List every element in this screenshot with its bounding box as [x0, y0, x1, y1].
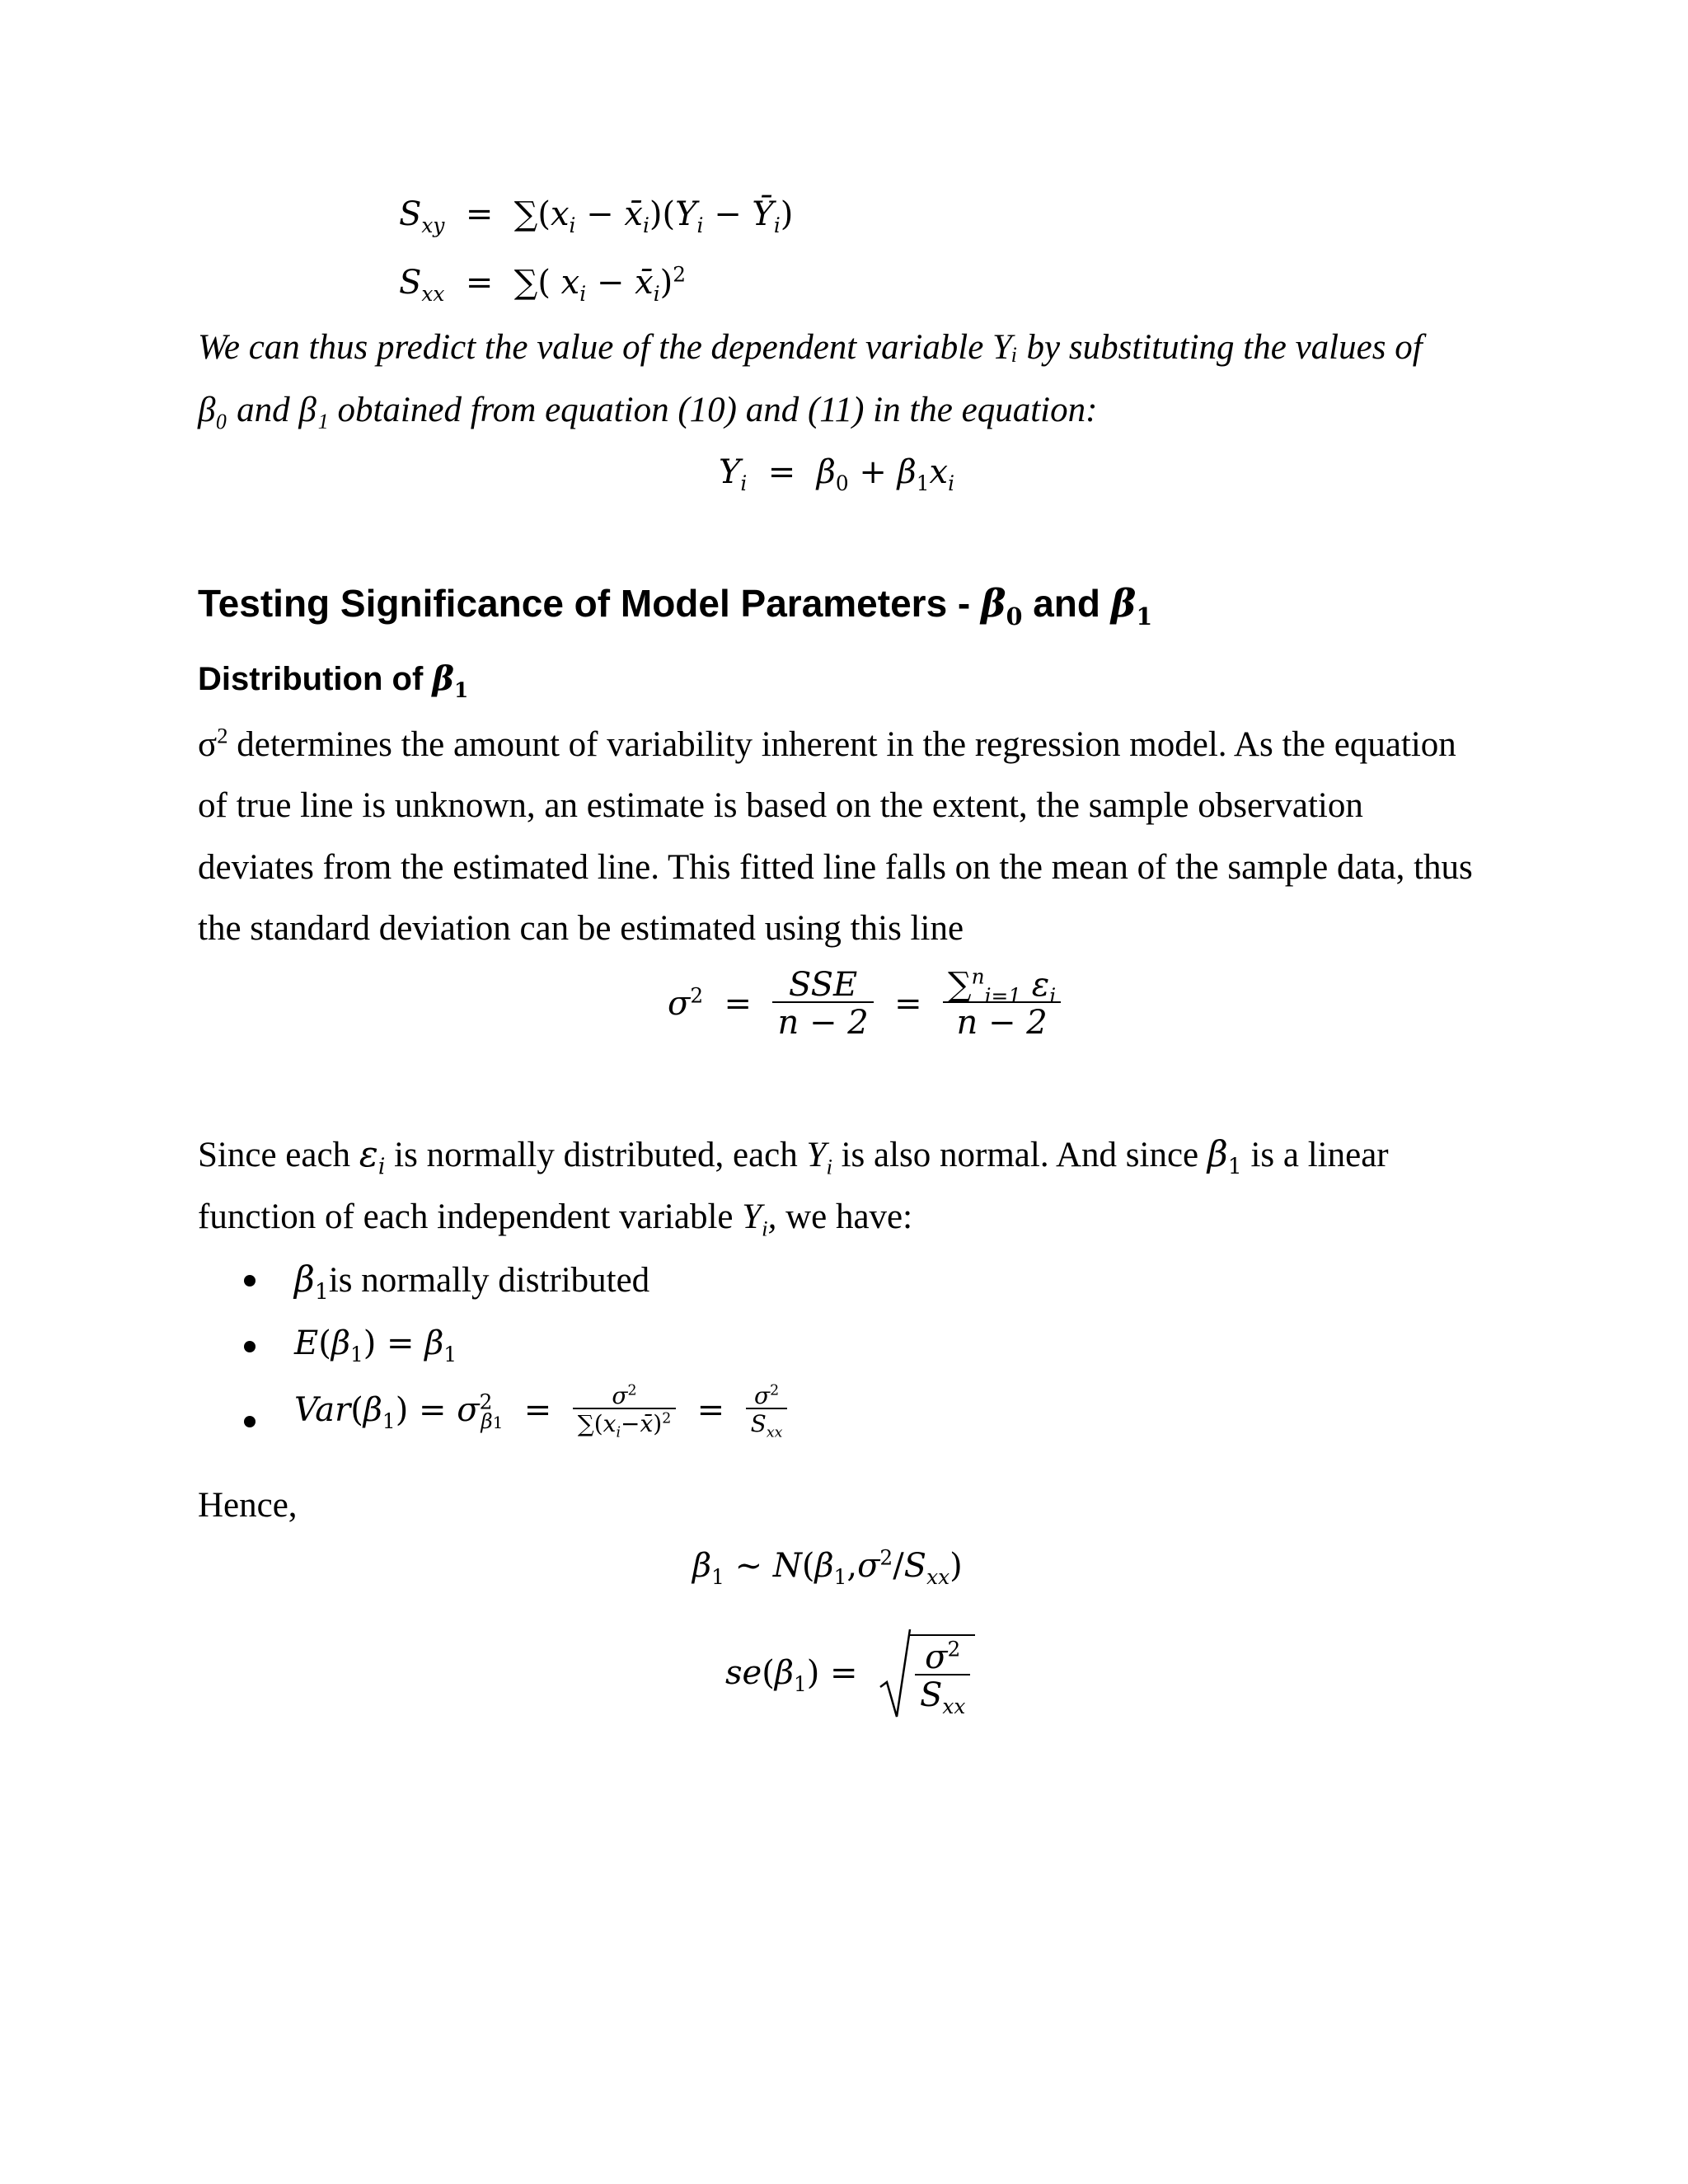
equation-sxy: $S_{xy} = \sum(x_i$ − $x̄_i)(Y_i$ − $Ȳ_i$) — [399, 195, 794, 237]
predict-paragraph-line-1: We can thus predict the value of the dependent variable Yᵢ by substituting the values of — [198, 328, 1423, 367]
bullet-3-marker — [244, 1416, 256, 1427]
sigma-paragraph-line-1: $\sigma^2$ determines the amount of variability inherent in the regression model. As the equation — [198, 723, 1456, 764]
sigma-paragraph-line-2: of true line is unknown, an estimate is based on the extent, the sample observation — [198, 786, 1363, 825]
equation-sigma-squared: $\sigma^2$ = $\frac{\text{SSE}}{n - 2}$ = $\frac{\sum^n_{i=1} \varepsilon_i}{n - 2}$ — [668, 968, 1061, 1039]
bullet-3-text: $Var(\beta_1) = \sigma^2_{\beta 1}$ = $\frac{\sigma^2}{\sum(x_i-x̄)^2}$ = $\frac{\sigma^2}{S_{xx}}$ — [294, 1385, 787, 1436]
sigma-paragraph-line-4: the standard deviation can be estimated using this line — [198, 909, 964, 948]
equation-prediction: $Y_i = \beta_0 + \beta_1x_i$ — [719, 453, 954, 495]
since-paragraph-line-2: function of each independent variable $Y_i$, we have: — [198, 1197, 913, 1241]
hence-text: Hence, — [198, 1486, 298, 1525]
bullet-2-marker — [244, 1341, 256, 1352]
bullet-1-text: $\beta_1is$ normally distributed — [294, 1259, 650, 1305]
subsection-heading: Distribution of $\beta_1$ — [198, 659, 469, 702]
sigma-paragraph-line-3: deviates from the estimated line. This fitted line falls on the mean of the sample data, thus — [198, 848, 1473, 887]
bullet-1-marker — [244, 1275, 256, 1286]
equation-distribution: $\beta_1$ ~ $N(\beta_1,\sigma^2/S_{xx})$ — [692, 1545, 963, 1589]
equation-sxx: $S_{xx}$ = ∑( $x_i$ − $x̄_i)^2$ — [399, 262, 687, 306]
equation-standard-error: $se(\beta_1)$ = $\frac{\sigma^2}{S_{xx}}$ — [725, 1628, 975, 1718]
predict-paragraph-line-2: β₀ and β₁ obtained from equation (10) and (11) in the equation: — [198, 391, 1098, 429]
section-heading: Testing Significance of Model Parameters - $\beta_0$ and $\beta_1$ — [198, 581, 1153, 631]
since-paragraph-line-1: Since each $\varepsilon_i$ is normally distributed, each $Y_i$ is also normal. And since $\beta_1$ is a linear — [198, 1134, 1389, 1180]
bullet-2-text: $E(\beta_1) = \beta_1$ — [294, 1324, 457, 1366]
square-root-icon — [879, 1628, 912, 1718]
